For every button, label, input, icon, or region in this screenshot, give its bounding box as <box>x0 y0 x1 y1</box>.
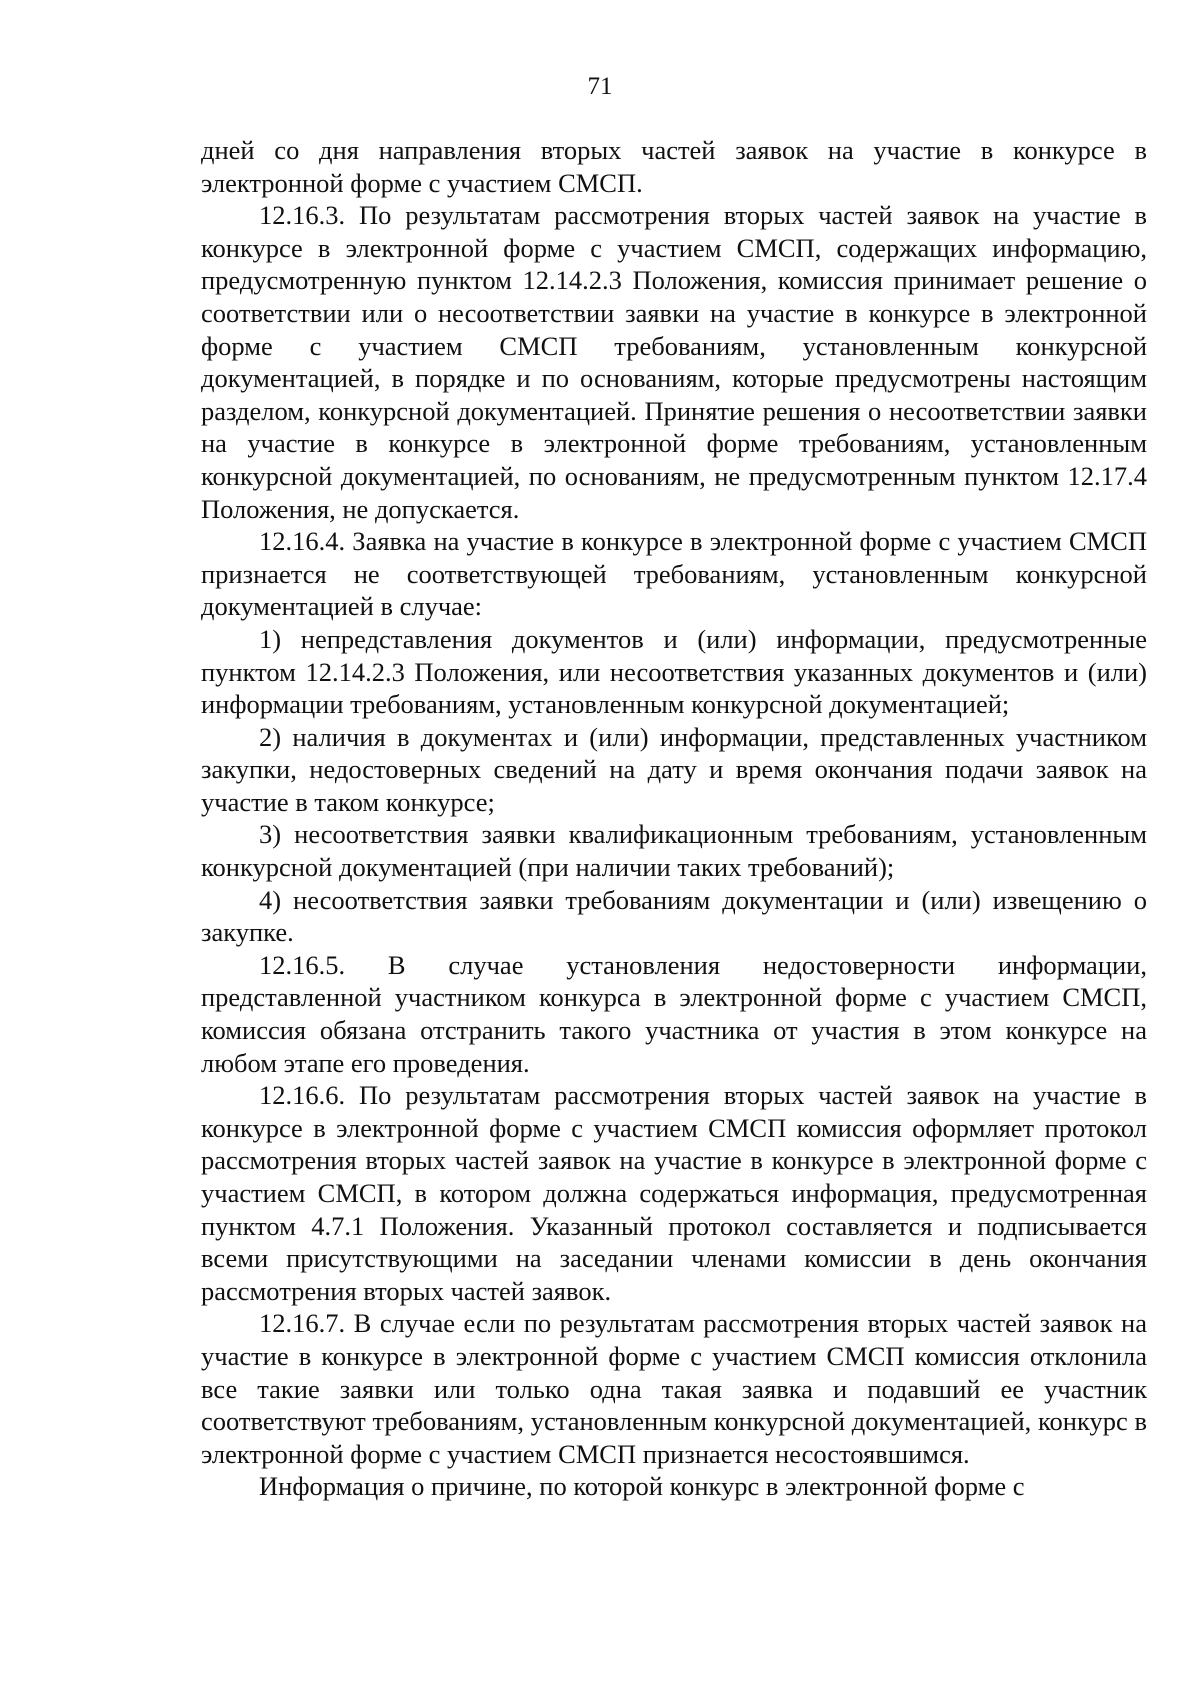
paragraph-12-16-6: 12.16.6. По результатам рассмотрения вторых частей заявок на участие в конкурсе в электронной форме с участием СМСП комиссия оформляет протокол рассмотрения вторых частей заявок на участие в конкурсе в электронной форме с участием СМСП, в котором должна содержаться информация, предусмотренная пунктом 4.7.1 Положения. Указанный протокол составляется и подписывается всеми присутствующими на заседании членами комиссии в день окончания рассмотрения вторых частей заявок. <box>201 1080 1147 1306</box>
paragraph-12-16-4: 12.16.4. Заявка на участие в конкурсе в электронной форме с участием СМСП признается не соответствующей требованиям, установленным конкурсной документацией в случае: <box>201 526 1147 622</box>
list-item-3: 3) несоответствия заявки квалификационным требованиям, установленным конкурсной документацией (при наличии таких требований); <box>201 819 1147 883</box>
paragraph-12-16-5: 12.16.5. В случае установления недостоверности информации, представленной участником конкурса в электронной форме с участием СМСП, комиссия обязана отстранить такого участника от участия в этом конкурсе на любом этапе его проведения. <box>201 949 1147 1078</box>
paragraph-12-16-3: 12.16.3. По результатам рассмотрения вторых частей заявок на участие в конкурсе в электронной форме с участием СМСП, содержащих информацию, предусмотренную пунктом 12.14.2.3 Положения, комиссия принимает решение о соответствии или о несоответствии заявки на участие в конкурсе в электронной форме с участием СМСП требованиям, установленным конкурсной документацией, в порядке и по основаниям, которые предусмотрены настоящим разделом, конкурсной документацией. Принятие решения о несоответствии заявки на участие в конкурсе в электронной форме требованиям, установленным конкурсной документацией, по основаниям, не предусмотренным пунктом 12.17.4 Положения, не допускается. <box>201 200 1147 524</box>
list-item-1: 1) непредставления документов и (или) информации, предусмотренные пунктом 12.14.2.3 Положения, или несоответствия указанных документов и (или) информации требованиям, установленным конкурсной документацией; <box>201 623 1147 720</box>
list-item-4: 4) несоответствия заявки требованиям документации и (или) извещению о закупке. <box>201 884 1147 948</box>
document-body <box>201 134 1147 1503</box>
paragraph-continuation: дней со дня направления вторых частей заявок на участие в конкурсе в электронной форме с участием СМСП. <box>201 135 1147 198</box>
page-number: 71 <box>587 73 613 100</box>
list-item-2: 2) наличия в документах и (или) информации, представленных участником закупки, недостоверных сведений на дату и время окончания подачи заявок на участие в таком конкурсе; <box>201 721 1147 817</box>
paragraph-12-16-7: 12.16.7. В случае если по результатам рассмотрения вторых частей заявок на участие в конкурсе в электронной форме с участием СМСП комиссия отклонила все такие заявки или только одна такая заявка и подавший ее участник соответствуют требованиям, установленным конкурсной документацией, конкурс в электронной форме с участием СМСП признается несостоявшимся. <box>201 1308 1147 1469</box>
paragraph-information: Информация о причине, по которой конкурс в электронной форме с <box>259 1471 1025 1502</box>
